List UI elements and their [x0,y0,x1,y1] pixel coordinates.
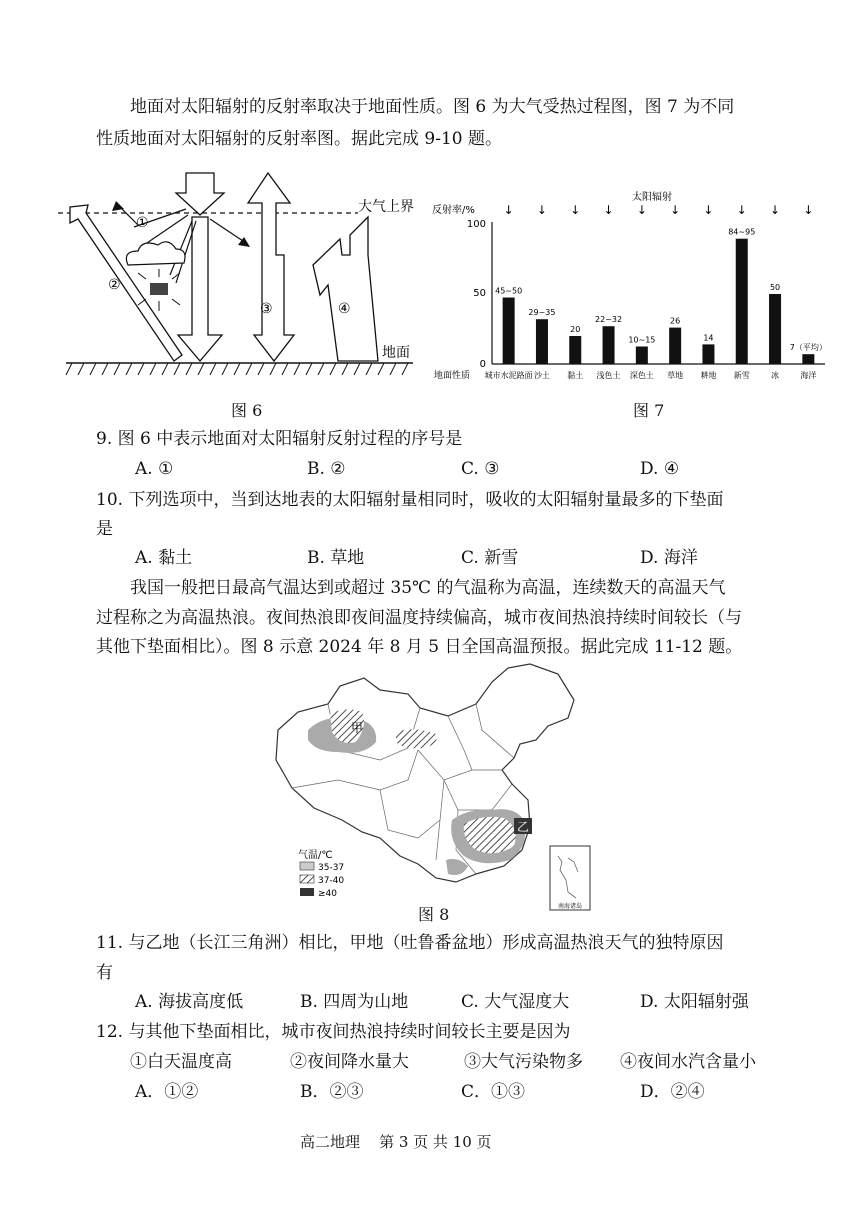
figure-8-caption: 图 8 [418,905,450,924]
bar-6 [702,344,714,364]
x-axis-label: 地面性质 [434,371,471,381]
sun-arrow-icon: ↓ [670,203,681,217]
x-tick-label: 浅色土 [596,371,621,380]
bar-1 [536,319,548,364]
bar-9 [802,354,814,364]
sun-arrow-icon: ↓ [570,203,581,217]
figure-8-map [268,660,598,915]
label-yi: 乙 [517,820,530,834]
bar-0 [503,298,515,365]
legend-35-37: 35-37 [318,863,345,873]
bar-3 [603,326,615,364]
chart-title: 太阳辐射 [632,192,672,203]
bar-value-label: 22~32 [595,315,623,325]
intro1-line2: 性质地面对太阳辐射的反射率图。据此完成 9-10 题。 [96,129,502,149]
q11-stem-line1: 11. 与乙地（长江三角洲）相比，甲地（吐鲁番盆地）形成高温热浪天气的独特原因 [96,933,724,953]
q12-option-b: B．②③ [300,1082,364,1102]
figure-7-chart [430,186,830,386]
q11-option-c: C. 大气湿度大 [461,992,570,1012]
marker-2: ② [108,277,121,293]
q10-option-c: C. 新雪 [461,548,519,568]
x-tick-label: 草地 [667,371,684,380]
x-tick-label: 耕地 [700,371,717,380]
inset-label: 南海诸岛 [557,903,583,910]
sun-arrow-icon: ↓ [770,203,781,217]
q9-option-d: D. ④ [640,459,680,479]
q11-stem-line2: 有 [96,963,113,983]
q9-option-b: B. ② [307,459,346,479]
q12-stem: 12. 与其他下垫面相比，城市夜间热浪持续时间较长主要是因为 [96,1022,571,1042]
bar-value-label: 10~15 [628,335,656,345]
q11-option-a: A. 海拔高度低 [135,992,244,1012]
x-tick-label: 沙土 [533,371,550,380]
legend-37-40: 37-40 [318,876,345,886]
bar-8 [769,294,781,364]
q9-option-a: A. ① [135,459,174,479]
y-axis-label: 反射率/% [432,205,475,216]
q12-option-c: C．①③ [461,1082,526,1102]
bar-value-label: 50 [769,283,781,292]
q12-item-4: ④夜间水汽含量小 [620,1052,756,1072]
bar-value-label: 29~35 [528,308,556,318]
sun-arrow-icon: ↓ [503,203,514,217]
bar-value-label: 14 [703,333,714,343]
bar-value-label: 7（平均） [789,343,827,353]
label-jia: 甲 [351,721,364,735]
q10-stem-line1: 10. 下列选项中，当到达地表的太阳辐射量相同时，吸收的太阳辐射量最多的下垫面 [96,490,724,510]
q11-option-d: D. 太阳辐射强 [640,992,749,1012]
q10-stem-line2: 是 [96,519,113,539]
x-tick-label: 冰 [771,371,780,380]
x-tick-label: 黏土 [567,371,584,380]
sun-arrow-icon: ↓ [703,203,714,217]
sun-arrow-icon: ↓ [636,203,647,217]
q12-option-a: A．①② [135,1082,199,1102]
bar-value-label: 45~50 [495,286,523,296]
q10-option-a: A. 黏土 [135,548,193,568]
legend-ge40: ≥40 [318,889,337,899]
q12-item-3: ③大气污染物多 [464,1052,583,1072]
q9-option-c: C. ③ [461,459,500,479]
x-tick-label: 海洋 [800,371,817,380]
page-footer: 高二地理 第 3 页 共 10 页 [300,1133,492,1151]
sun-arrow-icon: ↓ [536,203,547,217]
q11-option-b: B. 四周为山地 [300,992,409,1012]
marker-4: ④ [338,301,351,317]
bar-5 [669,328,681,364]
bar-value-label: 26 [670,316,681,326]
figure-6-diagram [58,165,428,380]
q12-item-2: ②夜间降水量大 [290,1052,409,1072]
bar-2 [569,336,581,364]
x-tick-label: 城市水泥路面 [484,371,533,380]
intro2-line2: 过程称之为高温热浪。夜间热浪即夜间温度持续偏高，城市夜间热浪持续时间较长（与 [96,608,742,628]
q12-item-1: ①白天温度高 [130,1052,232,1072]
q10-option-d: D. 海洋 [640,548,698,568]
y-tick-0: 0 [479,359,486,370]
sun-arrow-icon: ↓ [736,203,747,217]
y-tick-50: 50 [473,288,486,299]
sun-arrow-icon: ↓ [603,203,614,217]
bar-7 [736,239,748,364]
x-tick-label: 深色土 [629,371,654,380]
intro2-line3: 其他下垫面相比）。图 8 示意 2024 年 8 月 5 日全国高温预报。据此完成 11-12 题。 [96,637,743,657]
marker-1: ① [136,215,149,231]
q9-stem: 9. 图 6 中表示地面对太阳辐射反射过程的序号是 [96,429,463,449]
intro1-line1: 地面对太阳辐射的反射率取决于地面性质。图 6 为大气受热过程图，图 7 为不同 [130,97,735,117]
q12-option-d: D．②④ [640,1082,705,1102]
q10-option-b: B. 草地 [307,548,365,568]
y-tick-100: 100 [466,219,486,230]
bar-4 [636,347,648,365]
figure-7-caption: 图 7 [633,401,665,420]
top-boundary-label: 大气上界 [358,199,414,215]
marker-3: ③ [260,301,273,317]
intro2-line1: 我国一般把日最高气温达到或超过 35℃ 的气温称为高温，连续数天的高温天气 [130,578,726,598]
bar-value-label: 20 [570,325,581,334]
figure-6-caption: 图 6 [231,401,263,420]
ground-label: 地面 [382,345,410,361]
legend-title: 气温/℃ [298,850,333,861]
x-tick-label: 新雪 [733,371,750,380]
sun-arrow-icon: ↓ [803,203,814,217]
bar-value-label: 84~95 [728,227,756,237]
